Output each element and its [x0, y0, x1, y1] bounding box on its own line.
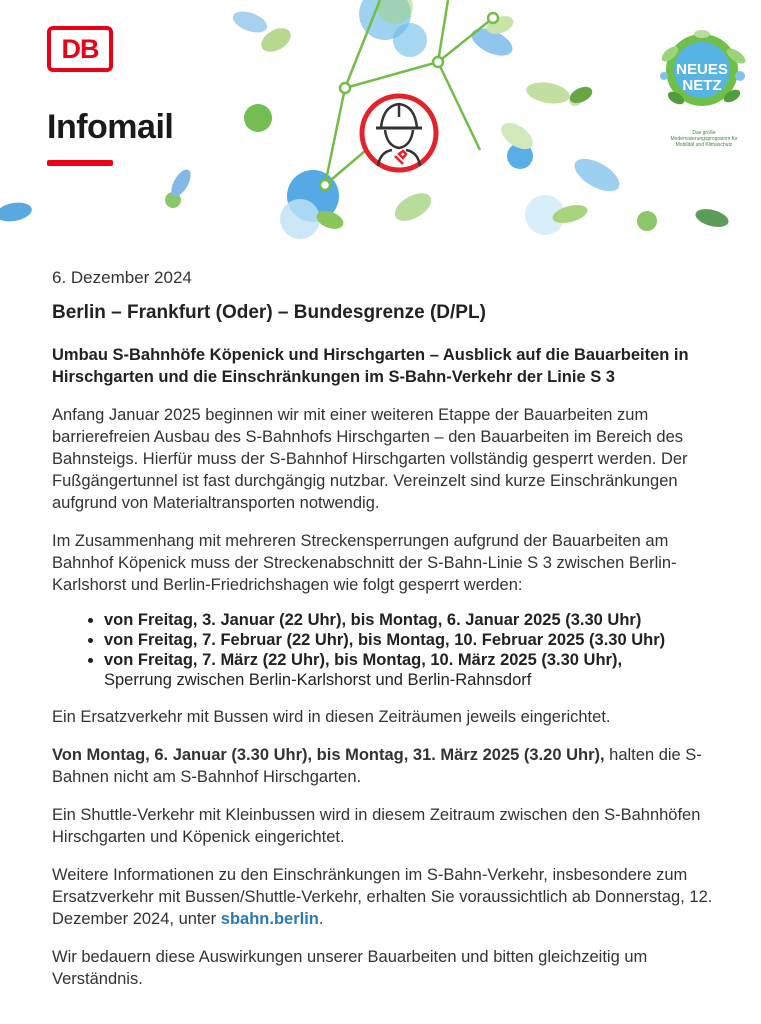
station-skip-text: halten die S-Bahnen nicht am S-Bahnhof Hirschgarten. [52, 746, 702, 786]
period-text: von Freitag, 7. Februar (22 Uhr), bis Montag, 10. Februar 2025 (3.30 Uhr) [104, 631, 666, 649]
shuttle-paragraph: Ein Shuttle-Verkehr mit Kleinbussen wird in diesem Zeitraum zwischen den S-Bahnhöfen Hirschgarten und Köpenick eingerichtet. [52, 806, 701, 846]
title-underline [47, 160, 113, 166]
header-banner [0, 0, 761, 248]
article-body [52, 266, 722, 990]
list-item [104, 650, 722, 690]
db-logo[interactable]: DB [47, 26, 113, 72]
station-skip-period: Von Montag, 6. Januar (3.30 Uhr), bis Montag, 31. März 2025 (3.20 Uhr), [52, 746, 605, 764]
more-info-paragraph [52, 864, 722, 930]
article-date: 6. Dezember 2024 [52, 268, 192, 287]
badge-caption: Das große Modernisierungsprogramm für Mobilität und Klimaschutz [670, 130, 738, 148]
page-title: Infomail [47, 108, 174, 146]
badge-text-neues: NEUES [676, 61, 728, 78]
period-note: Sperrung zwischen Berlin-Karlshorst und Berlin-Rahnsdorf [104, 671, 532, 689]
closure-periods-list [52, 610, 722, 690]
sbahn-berlin-link[interactable]: sbahn.berlin [220, 910, 319, 928]
closing-paragraph: Wir bedauern diese Auswirkungen unserer Bauarbeiten und bitten gleichzeitig um Verständnis. [52, 948, 648, 988]
list-item [104, 610, 722, 630]
closure-intro-paragraph: Im Zusammenhang mit mehreren Streckensperrungen aufgrund der Bauarbeiten am Bahnhof Köpenick muss der Streckenabschnitt der S-Bahn-Linie S 3 zwischen Berlin-Karlshorst und Berlin-Friedrichshagen wie folgt gesperrt werden: [52, 532, 677, 594]
more-info-end: . [318, 910, 324, 928]
station-skip-paragraph [52, 744, 722, 788]
bus-replacement-paragraph: Ein Ersatzverkehr mit Bussen wird in diesen Zeiträumen jeweils eingerichtet. [52, 708, 611, 726]
route-heading: Berlin – Frankfurt (Oder) – Bundesgrenze (D/PL) [52, 302, 486, 323]
more-info-text: Weitere Informationen zu den Einschränkungen im S-Bahn-Verkehr, insbesondere zum Ersatzverkehr mit Bussen/Shuttle-Verkehr, erhalten Sie voraussichtlich ab Donnerstag, 12. Dezember 2024, unter [52, 866, 713, 928]
construction-worker-icon [362, 96, 436, 170]
neues-netz-badge [656, 26, 748, 146]
intro-paragraph: Anfang Januar 2025 beginnen wir mit einer weiteren Etappe der Bauarbeiten zum barrierefreien Ausbau des S-Bahnhofs Hirschgarten – den Bauarbeiten im Bereich des Bahnsteigs. Hierfür muss der S-Bahnhof Hirschgarten vollständig gesperrt werden. Der Fußgängertunnel ist fast durchgängig nutzbar. Vereinzelt sind kurze Einschränkungen aufgrund von Materialtransporten notwendig. [52, 406, 688, 512]
period-text: von Freitag, 7. März (22 Uhr), bis Montag, 10. März 2025 (3.30 Uhr), [104, 651, 623, 669]
article-subheading: Umbau S-Bahnhöfe Köpenick und Hirschgarten – Ausblick auf die Bauarbeiten in Hirschgarten und die Einschränkungen im S-Bahn-Verkehr der Linie S 3 [52, 346, 689, 386]
period-text: von Freitag, 3. Januar (22 Uhr), bis Montag, 6. Januar 2025 (3.30 Uhr) [104, 611, 642, 629]
list-item [104, 630, 722, 650]
badge-text-netz: NETZ [682, 77, 722, 94]
